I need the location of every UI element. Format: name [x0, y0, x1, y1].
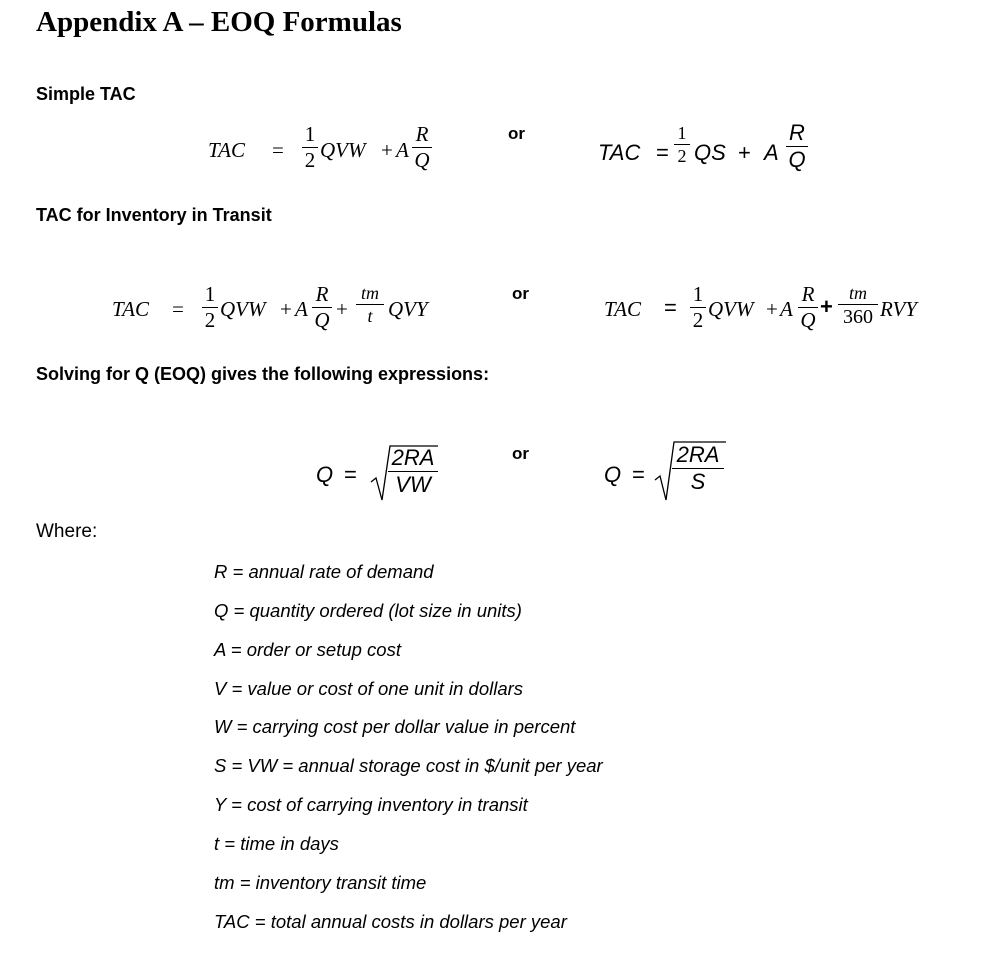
eq-equals: =	[656, 140, 669, 165]
fraction-one-half: 1 2	[302, 124, 318, 171]
eq-term: QVW	[708, 297, 754, 321]
fraction-2ra-over-vw: 2RA VW	[388, 447, 438, 496]
fraction-r-over-q: R Q	[412, 124, 432, 171]
or-label: or	[512, 284, 529, 303]
eq-term: QVW	[320, 138, 366, 162]
eq-lhs: TAC	[112, 297, 149, 321]
fraction-2ra-over-s: 2RA S	[672, 444, 724, 493]
page-title: Appendix A – EOQ Formulas	[36, 6, 402, 38]
definition-w: W = carrying cost per dollar value in percent	[214, 716, 576, 737]
section-heading-simple-tac: Simple TAC	[36, 84, 136, 104]
fraction-one-half: 1 2	[202, 284, 218, 331]
fraction-r-over-q: R Q	[798, 284, 818, 331]
definition-r: R = annual rate of demand	[214, 561, 434, 582]
eq-equals: =	[632, 462, 645, 487]
eq-equals: =	[172, 297, 184, 321]
section-heading-transit-tac: TAC for Inventory in Transit	[36, 205, 272, 225]
fraction-tm-over-360: tm 360	[838, 284, 878, 327]
or-label: or	[512, 444, 529, 463]
definition-tac: TAC = total annual costs in dollars per year	[214, 911, 567, 932]
eq-equals: =	[344, 462, 357, 487]
definition-t: t = time in days	[214, 833, 339, 854]
fraction-r-over-q: R Q	[312, 284, 332, 331]
eq-lhs: TAC	[208, 138, 245, 162]
definition-a: A = order or setup cost	[214, 639, 401, 660]
fraction-one-half: 1 2	[690, 284, 706, 331]
eq-plus: +	[381, 138, 393, 162]
definition-v: V = value or cost of one unit in dollars	[214, 678, 524, 699]
eq-lhs: TAC	[604, 297, 641, 321]
definition-tm: tm = inventory transit time	[214, 872, 427, 893]
section-heading-solving: Solving for Q (EOQ) gives the following expressions:	[36, 364, 490, 384]
eq-lhs: Q	[604, 462, 622, 487]
eq-var-a: A	[396, 138, 409, 162]
fraction-tm-over-t: tm t	[356, 284, 384, 325]
eq-var-a: A	[295, 297, 308, 321]
eq-equals: =	[664, 295, 677, 320]
fraction-r-over-q: R Q	[786, 122, 808, 171]
eq-plus: +	[766, 297, 778, 321]
eq-plus-2: +	[336, 297, 348, 321]
definition-y: Y = cost of carrying inventory in transit	[214, 794, 528, 815]
eq-lhs: Q	[316, 462, 334, 487]
eq-plus: +	[738, 140, 751, 165]
eq-var-a: A	[780, 297, 793, 321]
eq-plus-2: +	[820, 294, 833, 319]
eq-lhs: TAC	[598, 140, 641, 165]
eq-term-3: QVY	[388, 297, 428, 321]
fraction-one-half: 1 2	[674, 124, 690, 165]
eq-term: QS	[694, 140, 726, 165]
eq-term: QVW	[220, 297, 266, 321]
definition-q: Q = quantity ordered (lot size in units)	[214, 600, 522, 621]
eq-var-a: A	[764, 140, 779, 165]
eq-plus: +	[280, 297, 292, 321]
eq-equals: =	[272, 138, 284, 162]
where-label: Where:	[36, 521, 98, 542]
eq-term-3: RVY	[880, 297, 917, 321]
or-label: or	[508, 124, 525, 143]
definition-s: S = VW = annual storage cost in $/unit per year	[214, 755, 603, 776]
